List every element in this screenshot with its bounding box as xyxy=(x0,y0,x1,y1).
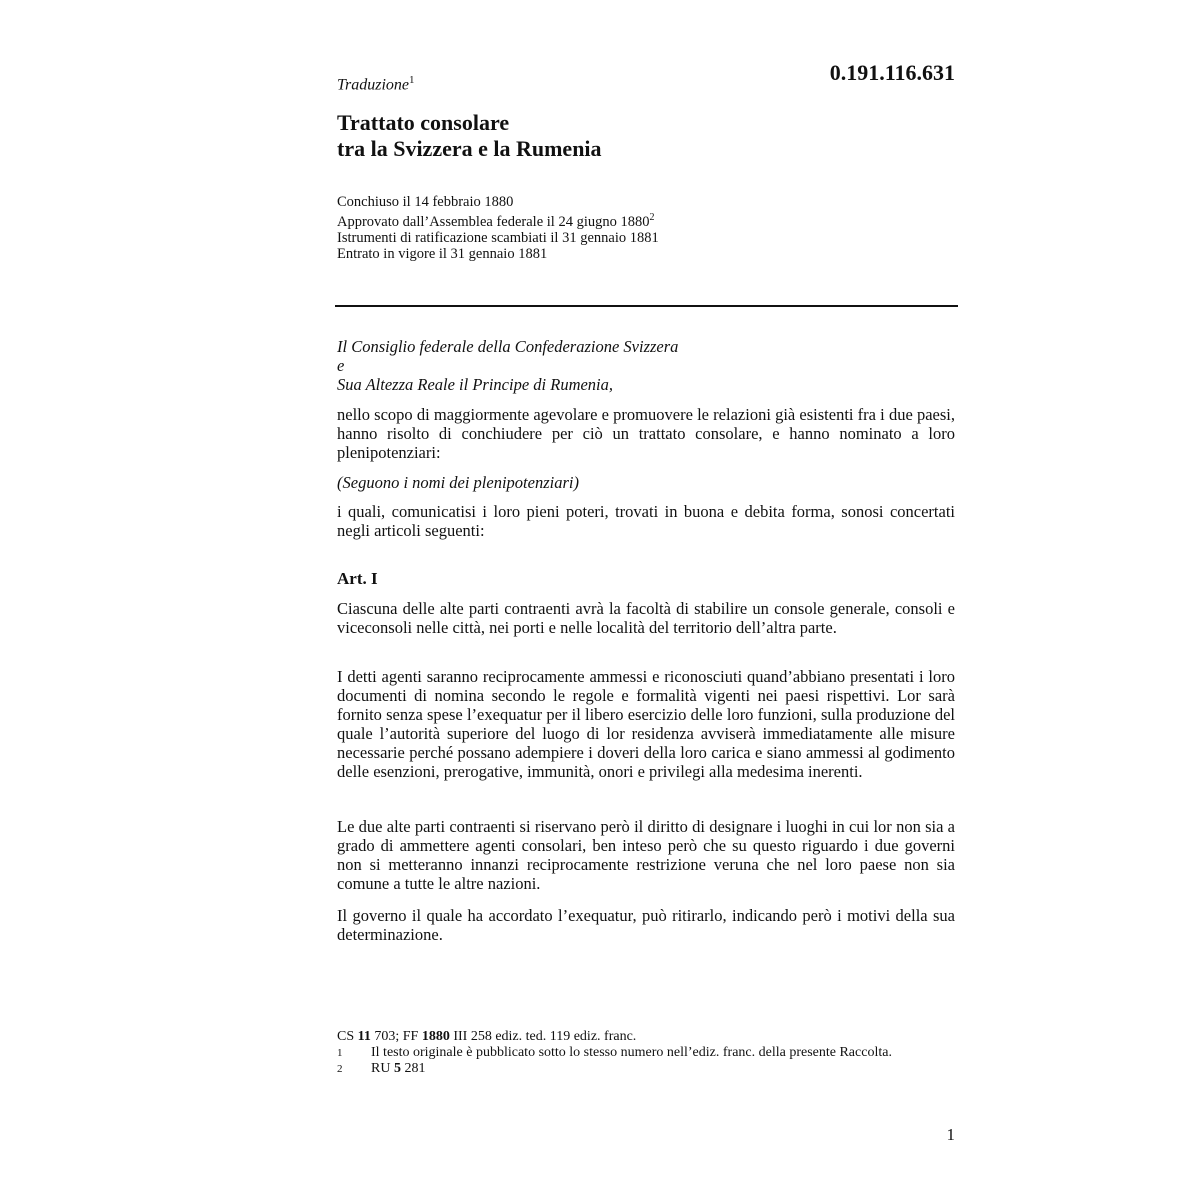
meta-approved-text: Approvato dall’Assemblea federale il 24 giugno 1880 xyxy=(337,213,650,230)
footnote-2 xyxy=(337,1061,955,1077)
article-heading: Art. I xyxy=(337,569,378,588)
translation-label-text: Traduzione xyxy=(337,76,410,94)
meta-approved xyxy=(337,210,659,230)
footnotes xyxy=(337,1029,955,1077)
title-line-2: tra la Svizzera e la Rumenia xyxy=(337,136,602,161)
article-paragraph-1: Ciascuna delle alte parti contraenti avrà la facoltà di stabilire un console generale, consoli e viceconsoli nelle città, nei porti e nelle località del territorio dell’altra parte. xyxy=(337,599,955,637)
citation-cs-volume: 11 xyxy=(357,1029,371,1044)
preamble-names-note: (Seguono i nomi dei plenipotenziari) xyxy=(337,473,579,492)
footnote-2-text xyxy=(371,1061,955,1077)
footnote-2-prefix: RU xyxy=(371,1061,394,1076)
sr-number: 0.191.116.631 xyxy=(829,60,955,85)
footnote-2-number: 2 xyxy=(337,1063,343,1075)
article-paragraph-3: Le due alte parti contraenti si riservano però il diritto di designare i luoghi in cui lor non sia a grado di ammettere agenti consolari, ben inteso però che su questo riguardo i due governi non si metteranno innanzi reciprocamente restrizione veruna che nel loro paese non sia comune a tutte le altre nazioni. xyxy=(337,817,955,893)
source-citation xyxy=(337,1029,955,1045)
footnote-1-number: 1 xyxy=(337,1047,343,1059)
footnote-ref-1[interactable]: 1 xyxy=(409,74,415,86)
page-number: 1 xyxy=(946,1125,955,1144)
treaty-metadata xyxy=(337,194,659,262)
horizontal-rule xyxy=(335,305,958,307)
footnote-1 xyxy=(337,1045,955,1061)
footnote-ref-2[interactable]: 2 xyxy=(649,212,655,223)
preamble-party-2: Sua Altezza Reale il Principe di Rumenia, xyxy=(337,375,614,394)
footnote-2-page: 281 xyxy=(400,1061,426,1076)
title-line-1: Trattato consolare xyxy=(337,110,510,135)
citation-rest: III 258 ediz. ted. 119 ediz. franc. xyxy=(449,1029,637,1044)
citation-ff-year: 1880 xyxy=(421,1029,450,1044)
footnote-2-volume: 5 xyxy=(393,1061,401,1076)
meta-in-force: Entrato in vigore il 31 gennaio 1881 xyxy=(337,245,548,262)
citation-cs-page: 703; FF xyxy=(370,1029,422,1044)
citation-cs: CS xyxy=(337,1029,358,1044)
article-paragraph-4: Il governo il quale ha accordato l’exequatur, può ritirarlo, indicando però i motivi della sua determinazione. xyxy=(337,906,955,944)
translation-label xyxy=(337,74,415,94)
meta-concluded: Conchiuso il 14 febbraio 1880 xyxy=(337,194,514,210)
preamble-paragraph-2: i quali, comunicatisi i loro pieni poteri, trovati in buona e debita forma, sonosi concertati negli articoli seguenti: xyxy=(337,502,955,540)
preamble-party-1: Il Consiglio federale della Confederazione Svizzera xyxy=(337,337,679,356)
meta-ratification: Istrumenti di ratificazione scambiati il 31 gennaio 1881 xyxy=(337,229,659,246)
footnote-1-text: Il testo originale è pubblicato sotto lo stesso numero nell’ediz. franc. della presente Raccolta. xyxy=(371,1045,892,1060)
preamble-paragraph-1: nello scopo di maggiormente agevolare e promuovere le relazioni già esistenti fra i due paesi, hanno risolto di conchiudere per ciò un trattato consolare, e hanno nominato a loro plenipotenziari: xyxy=(337,405,955,462)
preamble-parties xyxy=(337,337,955,394)
preamble-conjunction: e xyxy=(337,356,345,375)
article-paragraph-2: I detti agenti saranno reciprocamente ammessi e riconosciuti quand’abbiano presentati i loro documenti di nomina secondo le regole e formalità vigenti nei paesi rispettivi. Lor sarà fornito senza spese l’exequatur per il libero esercizio delle loro funzioni, sulla produzione del quale l’autorità superiore del luogo di lor residenza avviserà immediatamente alle misure necessarie perché possano adempiere i doveri della loro carica e siano ammessi al godimento delle esenzioni, prerogative, immunità, onori e privilegi alla medesima inerenti. xyxy=(337,667,955,781)
document-title xyxy=(337,110,602,162)
